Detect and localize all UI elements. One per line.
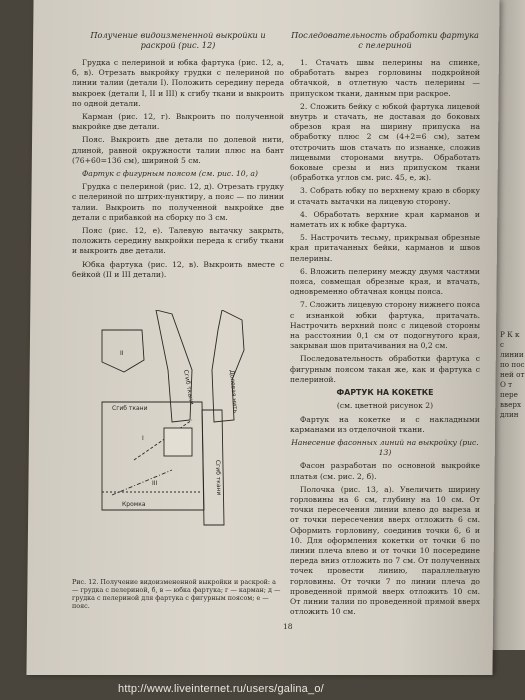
right-paragraph: Фартук на кокетке и с накладными карманами из отделочной ткани. <box>290 414 480 434</box>
left-paragraph: Пояс. Выкроить две детали по долевой нити, длиной, равной окружности талии плюс на бант (76+60=136 см), шириной 5 см. <box>72 135 284 165</box>
label-edge: Кромка <box>122 501 146 508</box>
label-fold-b: Сгиб ткани <box>182 369 196 406</box>
left-paragraph: Пояс (рис. 12, е). Талевую вытачку закрыть, положить середину выкройки переда к сгибу ткани и выкроить две детали. <box>72 226 284 256</box>
right-paragraph: 1. Стачать швы пелерины на спинке, обработать вырез горловины подкройной обтачкой, в отлетную часть пелерины — припуском ткани, данным при раскрое. <box>290 58 480 98</box>
label-fold-a: Сгиб ткани <box>112 405 148 412</box>
right-paragraph: Фасон разработан по основной выкройке платья (см. рис. 2, б). <box>290 461 480 481</box>
bib-pattern-a <box>156 310 192 422</box>
bib-pattern-d <box>212 310 244 422</box>
page-number: 18 <box>283 622 293 631</box>
label-roman-1: I <box>142 435 144 442</box>
left-subheading: Фартук с фигурным поясом (см. рис. 10, а) <box>82 169 258 179</box>
section-title: ФАРТУК НА КОКЕТКЕ <box>336 388 434 398</box>
right-header: Последовательность обработки фартука с пелериной <box>291 30 479 50</box>
right-paragraph: 3. Собрать юбку по верхнему краю в сборку и стачать вытачки на лицевую сторону. <box>290 186 480 206</box>
left-paragraph: Карман (рис. 12, г). Выкроить по полученной выкройке две детали. <box>72 112 284 132</box>
label-roman-3: III <box>152 480 158 487</box>
watermark-url: http://www.liveinternet.ru/users/galina_o/ <box>118 683 324 695</box>
right-paragraph: 5. Настрочить тесьму, прикрывая обрезные края притачанных бейки, карманов и швов пелерины. <box>290 233 480 263</box>
left-column <box>72 30 284 283</box>
left-paragraph: Грудка с пелериной и юбка фартука (рис. 12, а, б, в). Отрезать выкройку грудки с пелериной по линии талии (детали I). Положить середину переда выкроек (детали I, II и III) к сгибу ткани и выкроить по одной детали. <box>72 58 284 108</box>
figure-caption: Рис. 12. Получение видоизмененной выкройки и раскрой: а — грудка с пелериной, б, в — юбка фартука; г — карман; д — грудка с пелериной для фартука с фигурным поясом; е — пояс. <box>72 578 281 610</box>
label-roman-2: II <box>120 350 124 357</box>
right-paragraph: 4. Обработать верхние края карманов и наметать их к юбке фартука. <box>290 209 480 230</box>
right-paragraph: Последовательность обработки фартука с фигурным поясом такая же, как и фартука с пелериной. <box>290 354 480 384</box>
right-paragraph: Полочка (рис. 13, а). Увеличить ширину горловины на 6 см, глубину на 10 см. От точки пересечения линии влево до выреза и от точки пересечения вверх отложить 6 см. Оформить горловину, соединив точки 6, 6 и 10. Для оформления кокетки от точки 6 по линии плеча влево и от точки 10 посередине переда вниз отложить по 7 см. От полученных точек провести линию, параллельную горловины. От точки 7 по линии плеча до проведенной прямой вверх отложить 10 см. От линии талии по проведенной прямой вверх отложить 10 см. <box>290 484 480 617</box>
label-fold-c: Сгиб ткани <box>214 459 223 496</box>
next-page-text-fragment: Р К к с линии по пос ней от О т пере вверх длин <box>500 330 525 419</box>
right-paragraph: 7. Сложить лицевую сторону нижнего пояса с изнанкой юбки фартука, притачать. Настрочить верхний пояс с лицевой стороны на расстоянии 0,1 см от подогнутого края, закрывая шов притачивания на 0,2 см. <box>290 300 480 351</box>
right-paragraph: 6. Вложить пелерину между двумя частями пояса, совмещая обрезные края, и втачать, одновременно обтачная концы пояса. <box>290 266 480 297</box>
left-paragraph: Грудка с пелериной (рис. 12, д). Отрезать грудку с пелериной по штрих-пунктиру, а пояс — по линии талии. Выкроить по полученной выкройке две детали с прибавкой на сборку по 3 см. <box>72 182 284 222</box>
left-paragraph: Юбка фартука (рис. 12, в). Выкроить вместе с бейкой (II и III детали). <box>72 259 284 279</box>
right-paragraph: 2. Сложить бейку с юбкой фартука лицевой внутрь и стачать, не доставая до боковых обрезов края на ширину припуска на обработку плюс 2 см (4+2=6 см), затем отстрочить шов стачать по изнанке, сложив лицевыми сторонами внутрь. Обработать боковые срезы и низ припуском ткани (обработка углов см. рис. 45, е, ж). <box>290 101 480 183</box>
pattern-diagram <box>72 310 284 530</box>
section-subtitle: (см. цветной рисунок 2) <box>336 401 434 411</box>
right-column <box>290 30 480 620</box>
right-subheading: Нанесение фасонных линий на выкройку (рис. 13) <box>291 437 479 458</box>
left-header: Получение видоизмененной выкройки и раскрой (рис. 12) <box>90 30 266 50</box>
label-grain: Долевая нить <box>228 369 239 414</box>
